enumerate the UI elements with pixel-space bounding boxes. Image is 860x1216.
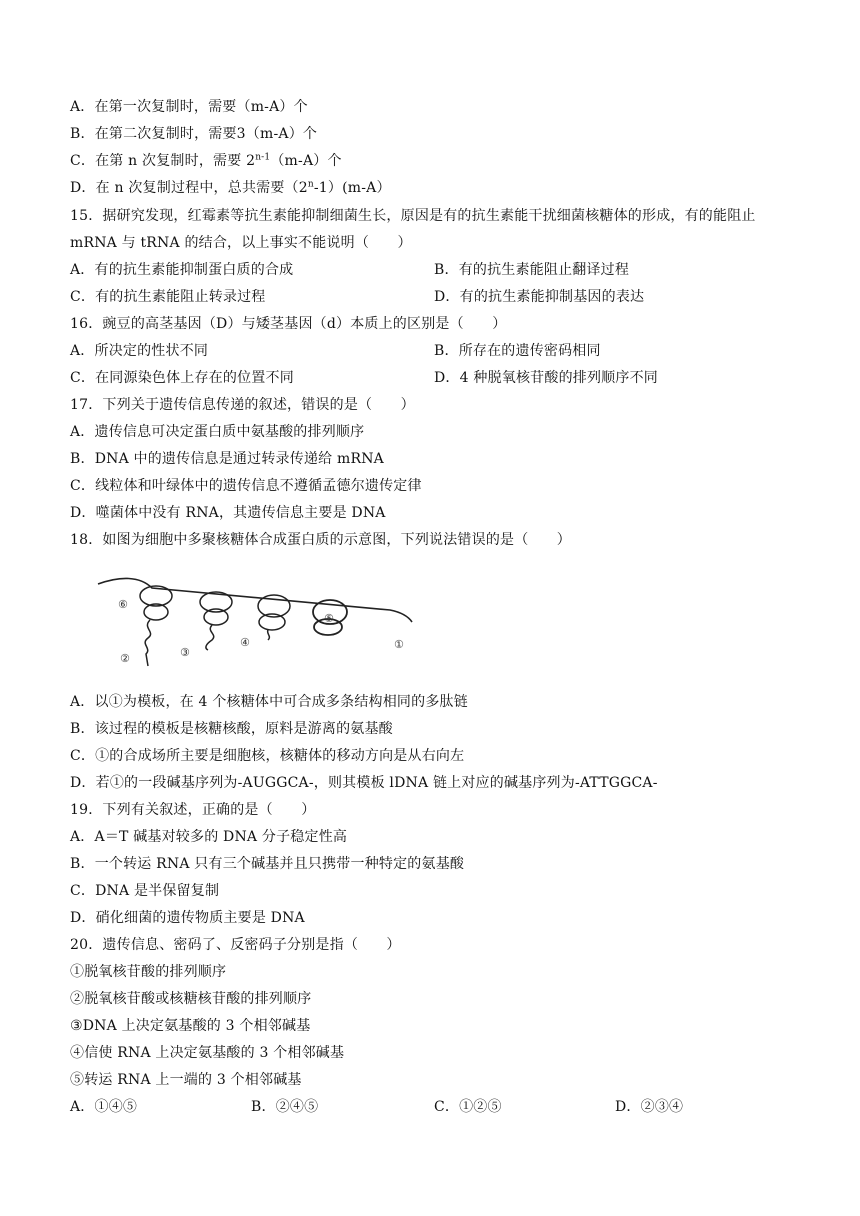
q20-item-2: ②脱氧核苷酸或核糖核苷酸的排列顺序 bbox=[70, 991, 312, 1007]
figure-label-1: ① bbox=[394, 638, 404, 651]
q14-option-c-post: （m-A）个 bbox=[270, 153, 342, 169]
polypeptide-chain-3 bbox=[268, 630, 270, 640]
q19-option-c: C．DNA 是半保留复制 bbox=[70, 883, 220, 899]
polyribosome-diagram bbox=[90, 570, 420, 670]
q20-item-1: ①脱氧核苷酸的排列顺序 bbox=[70, 964, 227, 980]
q20-stem: 20．遗传信息、密码了、反密码子分别是指（ ） bbox=[70, 937, 401, 953]
polypeptide-chain-2 bbox=[206, 625, 214, 650]
q16-option-d: D．4 种脱氧核苷酸的排列顺序不同 bbox=[434, 370, 658, 386]
q18-option-a: A．以①为模板，在 4 个核糖体中可合成多条结构相同的多肽链 bbox=[70, 694, 468, 710]
q20-option-d: D．②③④ bbox=[615, 1099, 684, 1115]
polyribosome-figure bbox=[90, 570, 420, 670]
q17-stem: 17．下列关于遗传信息传递的叙述，错误的是（ ） bbox=[70, 397, 415, 413]
q17-option-b: B．DNA 中的遗传信息是通过转录传递给 mRNA bbox=[70, 451, 384, 467]
q16-option-b: B．所存在的遗传密码相同 bbox=[434, 343, 601, 359]
q15-stem-line2: mRNA 与 tRNA 的结合，以上事实不能说明（ ） bbox=[70, 235, 412, 251]
q14-option-d-exponent: n bbox=[307, 179, 314, 190]
q14-option-d-post: -1）(m-A） bbox=[313, 180, 391, 196]
q19-stem: 19．下列有关叙述，正确的是（ ） bbox=[70, 802, 316, 818]
q18-option-c: C．①的合成场所主要是细胞核，核糖体的移动方向是从右向左 bbox=[70, 748, 465, 764]
q15-option-d: D．有的抗生素能抑制基因的表达 bbox=[434, 289, 645, 305]
q14-option-b: B．在第二次复制时，需要3（m-A）个 bbox=[70, 126, 318, 142]
q18-option-d: D．若①的一段碱基序列为-AUGGCA-，则其模板 lDNA 链上对应的碱基序列为-ATTGGCA- bbox=[70, 775, 658, 791]
polypeptide-chain-1 bbox=[145, 620, 150, 666]
q14-option-d bbox=[70, 178, 391, 198]
q20-item-3: ③DNA 上决定氨基酸的 3 个相邻碱基 bbox=[70, 1018, 311, 1034]
ribosome-1 bbox=[140, 586, 172, 620]
q15-option-a: A．有的抗生素能抑制蛋白质的合成 bbox=[70, 262, 294, 278]
q18-stem: 18．如图为细胞中多聚核糖体合成蛋白质的示意图，下列说法错误的是（ ） bbox=[70, 532, 572, 548]
q19-option-a: A．A＝T 碱基对较多的 DNA 分子稳定性高 bbox=[70, 829, 348, 845]
q17-option-a: A．遗传信息可决定蛋白质中氨基酸的排列顺序 bbox=[70, 424, 365, 440]
q20-item-5: ⑤转运 RNA 上一端的 3 个相邻碱基 bbox=[70, 1072, 302, 1088]
q17-option-c: C．线粒体和叶绿体中的遗传信息不遵循孟德尔遗传定律 bbox=[70, 478, 422, 494]
q14-option-d-pre: D．在 n 次复制过程中，总共需要（2 bbox=[70, 180, 308, 196]
figure-label-6: ⑥ bbox=[118, 598, 128, 611]
figure-label-4: ④ bbox=[240, 636, 250, 649]
q18-option-b: B．该过程的模板是核糖核酸，原料是游离的氨基酸 bbox=[70, 721, 393, 737]
q19-option-d: D．硝化细菌的遗传物质主要是 DNA bbox=[70, 910, 305, 926]
q15-option-b: B．有的抗生素能阻止翻译过程 bbox=[434, 262, 630, 278]
q19-option-b: B．一个转运 RNA 只有三个碱基并且只携带一种特定的氨基酸 bbox=[70, 856, 465, 872]
q20-option-a: A．①④⑤ bbox=[70, 1099, 138, 1115]
q16-option-a: A．所决定的性状不同 bbox=[70, 343, 209, 359]
q20-item-4: ④信使 RNA 上决定氨基酸的 3 个相邻碱基 bbox=[70, 1045, 345, 1061]
q15-stem-line1: 15．据研究发现，红霉素等抗生素能抑制细菌生长，原因是有的抗生素能干扰细菌核糖体的形成，有的能阻止 bbox=[70, 208, 756, 224]
q14-option-a: A．在第一次复制时，需要（m-A）个 bbox=[70, 99, 308, 115]
q14-option-c bbox=[70, 151, 342, 171]
q20-option-b: B．②④⑤ bbox=[251, 1099, 319, 1115]
q16-stem: 16．豌豆的高茎基因（D）与矮茎基因（d）本质上的区别是（ ） bbox=[70, 316, 507, 332]
q14-option-c-exponent: n-1 bbox=[255, 152, 271, 163]
q14-option-c-pre: C．在第 n 次复制时，需要 2 bbox=[70, 153, 256, 169]
ribosome-2 bbox=[200, 592, 232, 625]
figure-label-5: ⑤ bbox=[324, 612, 334, 625]
figure-label-3: ③ bbox=[180, 646, 190, 659]
q17-option-d: D．噬菌体中没有 RNA，其遗传信息主要是 DNA bbox=[70, 505, 386, 521]
figure-label-2: ② bbox=[120, 652, 130, 665]
q20-option-c: C．①②⑤ bbox=[434, 1099, 502, 1115]
q16-option-c: C．在同源染色体上存在的位置不同 bbox=[70, 370, 294, 386]
q15-option-c: C．有的抗生素能阻止转录过程 bbox=[70, 289, 266, 305]
